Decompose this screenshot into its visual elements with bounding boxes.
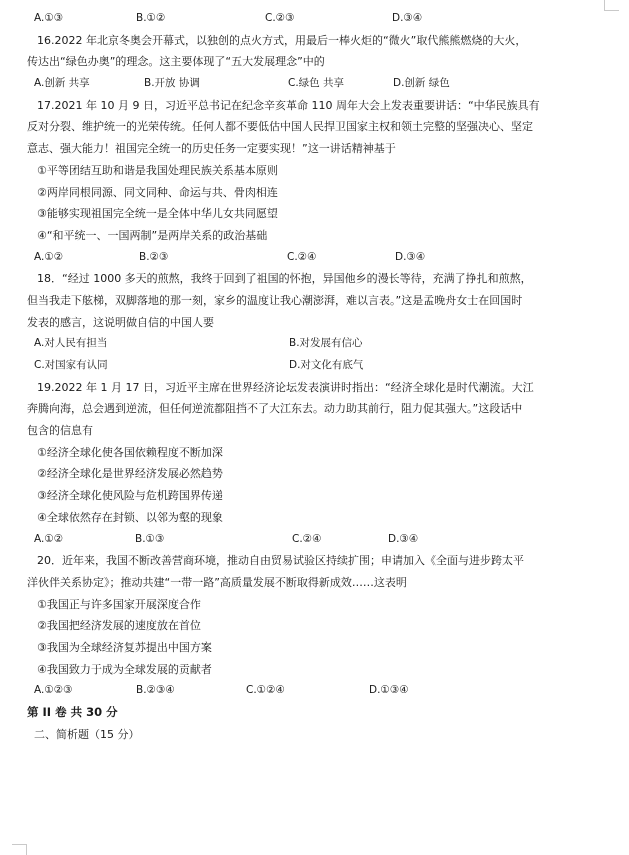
q16-stem-line: 16.2022 年北京冬奥会开幕式，以独创的点火方式，用最后一棒火炬的“微火”取代熊熊燃烧的大火， [37, 33, 527, 47]
q19-stem-line: 奔腾向海，总会遇到逆流，但任何逆流都阻挡不了大江东去。动力助其前行，阻力促其强大。”这段话中 [27, 402, 523, 416]
option-d: D.③④ [395, 250, 426, 263]
q20-options [27, 680, 607, 702]
option-b: B.①③ [135, 532, 165, 545]
q18-options-row [27, 333, 607, 355]
q20-stem-line: 洋伙伴关系协定》；推动共建“一带一路”高质量发展不断取得新成效……这表明 [27, 575, 407, 589]
q18-options-row [27, 355, 607, 377]
option-d: D.对文化有底气 [289, 359, 364, 371]
q17-stem-line: 反对分裂、维护统一的光荣传统。任何人都不要低估中国人民捍卫国家主权和领土完整的坚强决心、坚定 [27, 120, 533, 134]
q15-options [27, 8, 607, 30]
q17-stem-line: 17.2021 年 10 月 9 日，习近平总书记在纪念辛亥革命 110 周年大会上发表重要讲话：“中华民族具有 [37, 98, 540, 112]
option-a: A.①② [34, 532, 64, 545]
q18-stem-line: 18．“经过 1000 多天的煎熬，我终于回到了祖国的怀抱，异国他乡的漫长等待，充满了挣扎和煎熬， [37, 272, 532, 286]
q16-stem-line: 传达出“绿色办奥”的理念。这主要体现了“五大发展理念”中的 [27, 55, 325, 69]
q19-stem-line: 19.2022 年 1 月 17 日，习近平主席在世界经济论坛发表演讲时指出：“经济全球化是时代潮流。大江 [37, 380, 534, 394]
option-b: B.对发展有信心 [289, 337, 363, 350]
q20-statement: ③我国为全球经济复苏提出中国方案 [37, 640, 212, 654]
q17-stem-line: 意志、强大能力！祖国完全统一的历史任务一定要实现！”这一讲话精神基于 [27, 142, 396, 156]
option-b: B.①② [136, 12, 166, 24]
option-c: C.①②④ [246, 684, 285, 697]
q18-stem-line: 但当我走下舷梯，双脚落地的那一刻，家乡的温度让我心潮澎湃，难以言表。”这是孟晚舟女士在回国时 [27, 293, 523, 307]
q16-options [27, 73, 607, 95]
option-c: C.②④ [287, 250, 317, 263]
corner-crop-mark [12, 844, 27, 855]
q19-options [27, 529, 607, 551]
q19-statement: ④全球依然存在封锁、以邻为壑的现象 [37, 510, 223, 524]
q17-statement: ④“和平统一、一国两制”是两岸关系的政治基础 [37, 228, 268, 242]
option-c: C.②④ [292, 532, 322, 545]
option-d: D.③④ [392, 12, 423, 24]
q17-statement: ②两岸同根同源、同文同种、命运与共、骨肉相连 [37, 185, 278, 199]
q20-statement: ①我国正与许多国家开展深度合作 [37, 597, 201, 611]
option-c: C.绿色 共享 [288, 77, 345, 90]
option-b: B.②③④ [136, 684, 175, 697]
exam-content [27, 8, 607, 745]
option-c: C.②③ [265, 12, 295, 24]
option-a: A.①②③ [34, 684, 73, 697]
option-a: A.对人民有担当 [34, 337, 108, 350]
section-subtitle: 二、简析题（15 分） [34, 727, 140, 741]
q19-statement: ①经济全球化使各国依赖程度不断加深 [37, 445, 223, 459]
option-a: A.创新 共享 [34, 77, 90, 90]
option-a: A.①② [34, 250, 64, 263]
option-d: D.③④ [388, 532, 419, 545]
q18-stem-line: 发表的感言，这说明做自信的中国人要 [27, 315, 214, 329]
q17-statement: ③能够实现祖国完全统一是全体中华儿女共同愿望 [37, 207, 278, 221]
section-title: 第 II 卷 共 30 分 [27, 705, 118, 719]
option-b: B.开放 协调 [144, 77, 200, 90]
q20-statement: ②我国把经济发展的速度放在首位 [37, 619, 201, 633]
q20-statement: ④我国致力于成为全球发展的贡献者 [37, 662, 212, 676]
q19-stem-line: 包含的信息有 [27, 424, 93, 438]
q20-stem-line: 20．近年来，我国不断改善营商环境，推动自由贸易试验区持续扩围；申请加入《全面与进步跨太平 [37, 554, 524, 568]
option-d: D.①③④ [369, 684, 409, 697]
option-d: D.创新 绿色 [393, 77, 450, 90]
q17-options [27, 247, 607, 269]
q19-statement: ②经济全球化是世界经济发展必然趋势 [37, 467, 223, 481]
option-a: A.①③ [34, 12, 64, 24]
option-c: C.对国家有认同 [34, 359, 108, 371]
q19-statement: ③经济全球化使风险与危机跨国界传递 [37, 489, 223, 503]
option-b: B.②③ [139, 250, 169, 263]
q17-statement: ①平等团结互助和谐是我国处理民族关系基本原则 [37, 163, 278, 177]
